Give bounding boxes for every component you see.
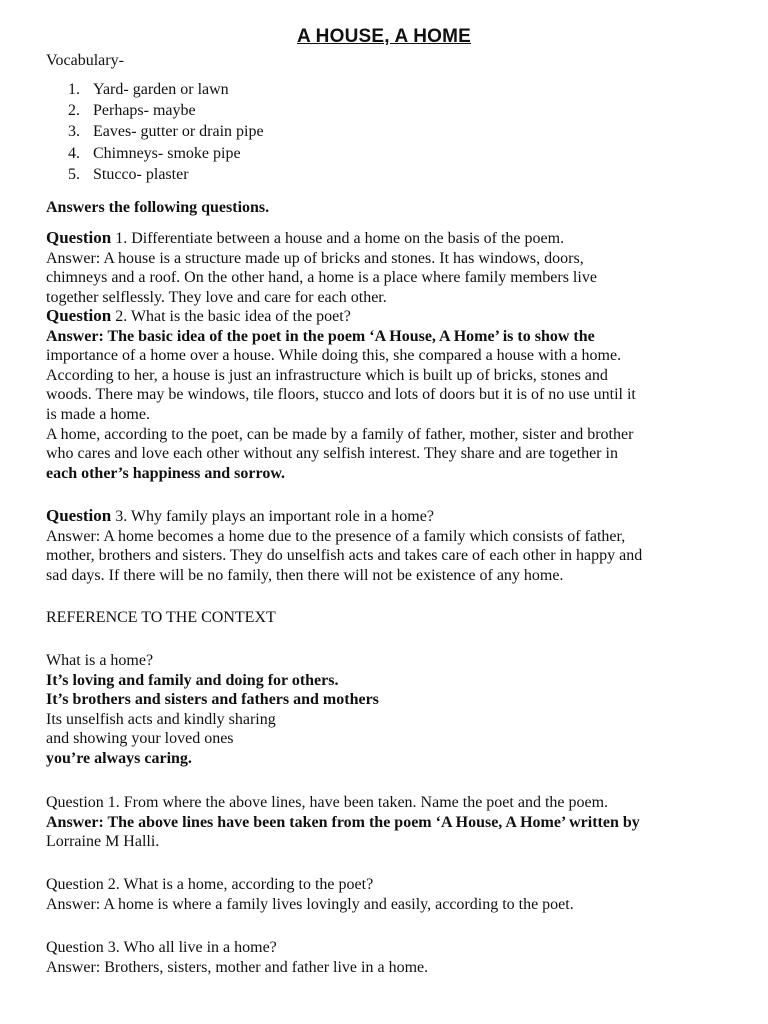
answer-line: Answer: A home becomes a home due to the presence of a family which consists of father,	[46, 527, 626, 545]
reference-heading: REFERENCE TO THE CONTEXT	[46, 609, 276, 626]
vocabulary-item	[68, 100, 264, 121]
question-2-block	[46, 306, 726, 483]
vocabulary-heading: Vocabulary-	[46, 52, 124, 69]
vocabulary-list	[68, 79, 264, 185]
vocabulary-item-text: Perhaps- maybe	[93, 102, 196, 120]
answer-line-bold: Answer: The basic idea of the poet in the poem ‘A House, A Home’ is to show the	[46, 327, 595, 345]
poem-line: What is a home?	[46, 652, 154, 669]
answer-line: who cares and love each other without any selfish interest. They share and are together in	[46, 445, 618, 463]
answer-line: mother, brothers and sisters. They do unselfish acts and takes care of each other in happy and	[46, 547, 643, 565]
vocabulary-item	[68, 164, 264, 185]
answer-line: A home, according to the poet, can be made by a family of father, mother, sister and brother	[46, 425, 634, 443]
answer-line-bold: Answer: The above lines have been taken from the poem ‘A House, A Home’ written by	[46, 813, 640, 831]
answer-line: Answer: Brothers, sisters, mother and father live in a home.	[46, 958, 429, 976]
poem-line: and showing your loved ones	[46, 730, 234, 748]
question-word: Question	[46, 306, 112, 325]
vocabulary-item-text: Chimneys- smoke pipe	[93, 144, 241, 162]
answer-line-bold: each other’s happiness and sorrow.	[46, 464, 285, 482]
poem-line: Its unselfish acts and kindly sharing	[46, 710, 276, 728]
question-1	[46, 228, 726, 249]
vocabulary-item-text: Eaves- gutter or drain pipe	[93, 123, 264, 141]
question-1-block	[46, 228, 726, 307]
reference-question-3-block	[46, 938, 726, 977]
reference-question-1-block	[46, 793, 726, 852]
question-text: 3. Why family plays an important role in a home?	[111, 508, 434, 525]
vocabulary-item-number: 5.	[68, 165, 80, 183]
vocabulary-item-number: 2.	[68, 102, 80, 120]
poem-block	[46, 651, 726, 769]
answer-line: chimneys and a roof. On the other hand, a home is a place where family members live	[46, 269, 597, 287]
vocabulary-item-text: Stucco- plaster	[93, 165, 189, 183]
reference-question: Question 3. Who all live in a home?	[46, 939, 277, 956]
poem-line: It’s brothers and sisters and fathers and mothers	[46, 691, 379, 709]
answer-line: Answer: A house is a structure made up of bricks and stones. It has windows, doors,	[46, 249, 584, 267]
document-title: A HOUSE, A HOME	[296, 26, 471, 47]
poem-line: you’re always caring.	[46, 749, 192, 767]
question-3	[46, 506, 726, 527]
vocabulary-item-number: 1.	[68, 81, 80, 98]
question-text: 1. Differentiate between a house and a home on the basis of the poem.	[111, 230, 565, 247]
question-3-block	[46, 506, 726, 585]
question-word: Question	[46, 506, 112, 525]
answer-line: is made a home.	[46, 405, 150, 423]
poem-line: It’s loving and family and doing for others.	[46, 671, 339, 689]
answer-line: woods. There may be windows, tile floors, stucco and lots of doors but it is of no use until it	[46, 386, 636, 404]
vocabulary-item-number: 4.	[68, 144, 80, 162]
answer-line: Answer: A home is where a family lives lovingly and easily, according to the poet.	[46, 895, 574, 913]
answer-line: According to her, a house is just an infrastructure which is built up of bricks, stones and	[46, 366, 608, 384]
answer-line: together selflessly. They love and care for each other.	[46, 288, 387, 306]
answer-line: importance of a home over a house. While doing this, she compared a house with a home.	[46, 347, 622, 365]
answer-line: sad days. If there will be no family, then there will not be existence of any home.	[46, 566, 564, 584]
question-word: Question	[46, 228, 112, 247]
vocabulary-item-number: 3.	[68, 123, 80, 141]
answer-line: Lorraine M Halli.	[46, 833, 160, 851]
vocabulary-item	[68, 121, 264, 142]
reference-question-2-block	[46, 875, 726, 914]
vocabulary-item-text: Yard- garden or lawn	[93, 81, 229, 98]
reference-question: Question 2. What is a home, according to the poet?	[46, 876, 374, 893]
vocabulary-item	[68, 79, 264, 100]
question-2	[46, 306, 726, 327]
reference-question: Question 1. From where the above lines, have been taken. Name the poet and the poem.	[46, 794, 609, 811]
question-text: 2. What is the basic idea of the poet?	[111, 308, 351, 325]
vocabulary-item	[68, 143, 264, 164]
answers-heading: Answers the following questions.	[46, 199, 270, 216]
